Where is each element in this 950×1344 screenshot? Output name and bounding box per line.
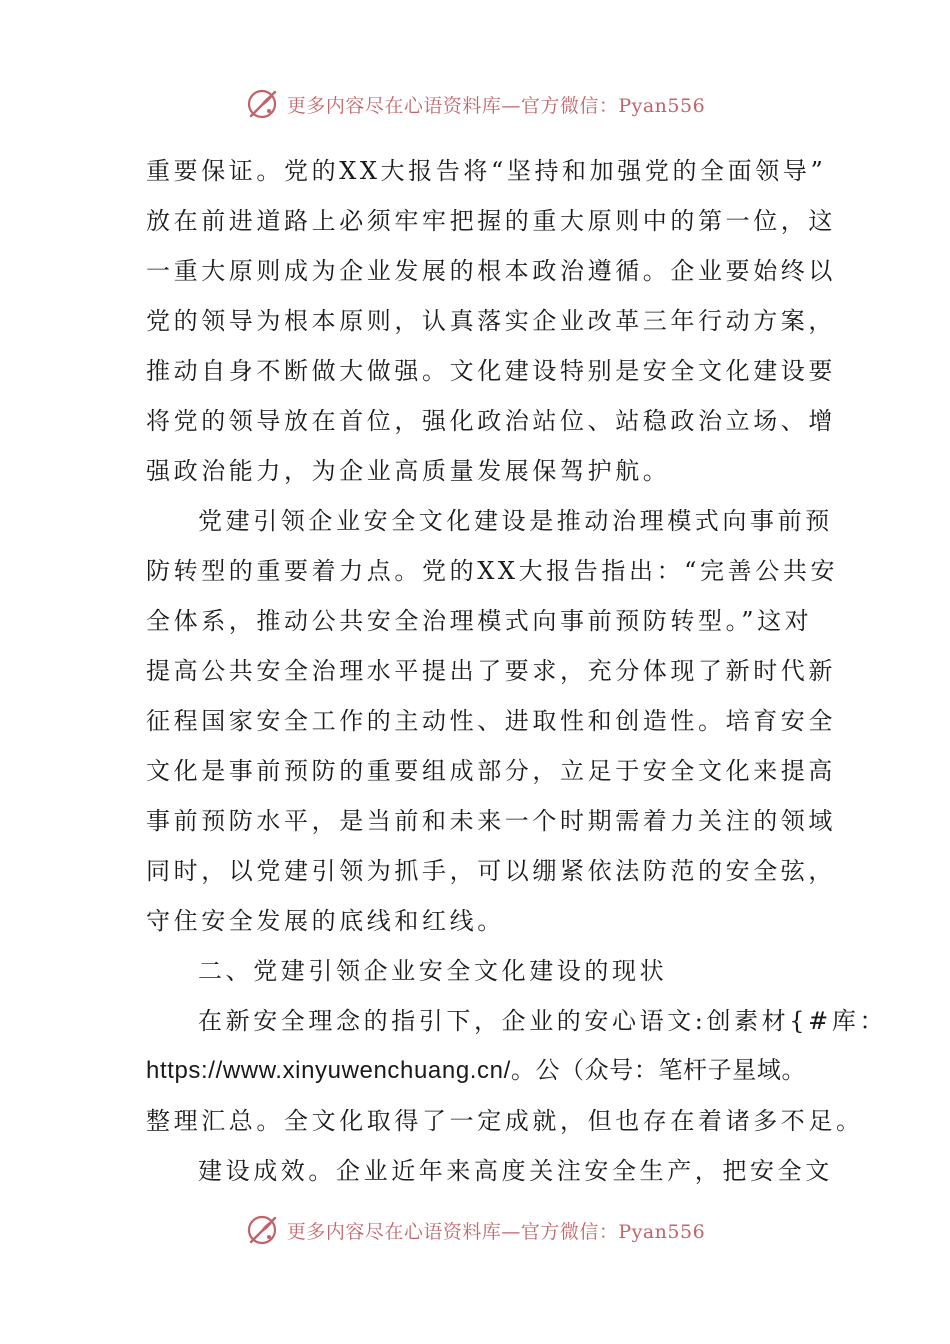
text-line: 强政治能力，为企业高质量发展保驾护航。 (146, 457, 671, 485)
footer-watermark-banner (0, 1210, 950, 1250)
text-line: 放在前进道路上必须牢牢把握的重大原则中的第一位，这 (146, 207, 836, 235)
text-line: 一重大原则成为企业发展的根本政治遵循。企业要始终以 (146, 257, 836, 285)
text-line: 党的领导为根本原则，认真落实企业改革三年行动方案， (146, 307, 836, 335)
quill-logo-icon (245, 1212, 281, 1248)
watermark-text: 更多内容尽在心语资料库—官方微信：Pyan556 (286, 1220, 706, 1243)
text-line: 推动自身不断做大做强。文化建设特别是安全文化建设要 (146, 357, 836, 385)
text-line: 将党的领导放在首位，强化政治站位、站稳政治立场、增 (146, 407, 836, 435)
url-line: https://www.xinyuwenchuang.cn/。公（众号：笔杆子星域。 (146, 1057, 807, 1084)
header-watermark-banner (0, 84, 950, 124)
text-line: 提高公共安全治理水平提出了要求，充分体现了新时代新 (146, 657, 836, 685)
text-line: 防转型的重要着力点。党的XX大报告指出：“完善公共安 (146, 557, 839, 585)
text-line: 全体系，推动公共安全治理模式向事前预防转型。”这对 (146, 607, 813, 635)
text-line: 征程国家安全工作的主动性、进取性和创造性。培育安全 (146, 707, 836, 735)
section-heading: 二、党建引领企业安全文化建设的现状 (198, 957, 668, 985)
paragraph-start-line: 在新安全理念的指引下，企业的安心语文:创素材{#库： (198, 1007, 888, 1035)
paragraph-start-line: 党建引领企业安全文化建设是推动治理模式向事前预 (198, 507, 833, 535)
document-body (146, 146, 888, 1196)
text-line: 整理汇总。全文化取得了一定成就，但也存在着诸多不足。 (146, 1107, 864, 1135)
text-line: 重要保证。党的XX大报告将“坚持和加强党的全面领导” (146, 157, 827, 185)
text-line: 文化是事前预防的重要组成部分，立足于安全文化来提高 (146, 757, 836, 785)
text-line: 守住安全发展的底线和红线。 (146, 907, 505, 935)
watermark-text: 更多内容尽在心语资料库—官方微信：Pyan556 (286, 94, 706, 117)
text-line: 同时，以党建引领为抓手，可以绷紧依法防范的安全弦， (146, 857, 836, 885)
paragraph-start-line: 建设成效。企业近年来高度关注安全生产，把安全文 (198, 1157, 833, 1185)
quill-logo-icon (245, 86, 281, 122)
text-line: 事前预防水平，是当前和未来一个时期需着力关注的领域 (146, 807, 836, 835)
